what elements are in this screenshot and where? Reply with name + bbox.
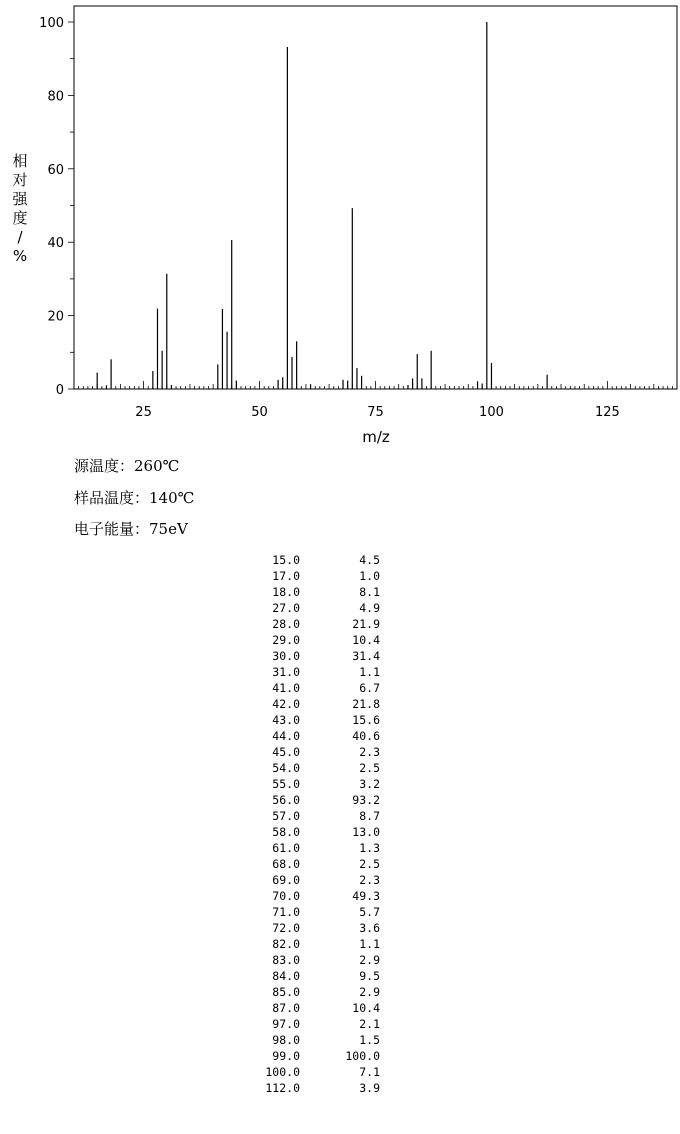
peak-mz-value: 29.0 [272,633,300,647]
peak-intensity-value: 10.4 [352,1001,380,1015]
peak-row [250,904,380,920]
peak-mz-value: 43.0 [272,713,300,727]
peak-mz-value: 56.0 [272,793,300,807]
peak-row [250,856,380,872]
x-axis-label: m/z [362,428,390,446]
x-tick-label: 125 [595,405,620,420]
x-tick-label: 25 [135,405,152,420]
peak-row [250,760,380,776]
peak-mz-value: 72.0 [272,921,300,935]
peak-row [250,888,380,904]
y-axis-label-char: / [17,228,23,246]
peak-intensity-value: 1.0 [359,569,380,583]
peak-intensity-value: 1.1 [359,937,380,951]
x-tick-label: 50 [251,405,268,420]
y-axis-label-char: 度 [12,209,28,227]
x-tick-label: 75 [367,405,384,420]
peak-intensity-value: 21.9 [352,617,380,631]
peak-mz-value: 83.0 [272,953,300,967]
peak-mz-value: 41.0 [272,681,300,695]
chart-peaks [97,22,547,389]
peak-mz-value: 112.0 [265,1081,300,1095]
peak-mz-value: 55.0 [272,777,300,791]
peak-row [250,872,380,888]
peak-table [250,552,380,1096]
peak-row [250,840,380,856]
peak-mz-value: 98.0 [272,1033,300,1047]
peak-row [250,1064,380,1080]
peak-mz-value: 27.0 [272,601,300,615]
peak-row [250,632,380,648]
peak-mz-value: 97.0 [272,1017,300,1031]
peak-row [250,984,380,1000]
peak-row [250,552,380,568]
peak-row [250,1048,380,1064]
peak-intensity-value: 2.9 [359,953,380,967]
y-tick-label: 80 [47,89,64,105]
peak-row [250,744,380,760]
peak-intensity-value: 5.7 [359,905,380,919]
peak-intensity-value: 3.9 [359,1081,380,1095]
peak-intensity-value: 93.2 [352,793,380,807]
peak-intensity-value: 2.3 [359,873,380,887]
peak-row [250,680,380,696]
chart-ticks [39,16,677,420]
peak-intensity-value: 100.0 [345,1049,380,1063]
peak-row [250,1080,380,1096]
peak-intensity-value: 2.5 [359,761,380,775]
peak-row [250,568,380,584]
y-axis-label-char: 强 [12,190,28,208]
peak-intensity-value: 1.1 [359,665,380,679]
plot-frame [74,6,677,389]
y-tick-label: 20 [47,309,64,325]
peak-mz-value: 15.0 [272,553,300,567]
peak-mz-value: 54.0 [272,761,300,775]
peak-mz-value: 42.0 [272,697,300,711]
peak-mz-value: 84.0 [272,969,300,983]
peak-intensity-value: 2.1 [359,1017,380,1031]
y-axis-label [12,152,28,265]
peak-intensity-value: 2.9 [359,985,380,999]
peak-mz-value: 31.0 [272,665,300,679]
peak-intensity-value: 15.6 [352,713,380,727]
peak-mz-value: 99.0 [272,1049,300,1063]
peak-row [250,824,380,840]
chart-axes [74,6,677,389]
peak-intensity-value: 49.3 [352,889,380,903]
peak-mz-value: 30.0 [272,649,300,663]
measurement-conditions [74,454,194,549]
peak-row [250,648,380,664]
peak-mz-value: 69.0 [272,873,300,887]
peak-intensity-value: 2.3 [359,745,380,759]
y-tick-label: 0 [55,383,64,398]
peak-mz-value: 58.0 [272,825,300,839]
peak-mz-value: 61.0 [272,841,300,855]
peak-intensity-value: 8.7 [359,809,380,823]
peak-row [250,584,380,600]
peak-row [250,920,380,936]
peak-mz-value: 85.0 [272,985,300,999]
peak-intensity-value: 4.5 [359,553,380,567]
peak-mz-value: 57.0 [272,809,300,823]
y-tick-label: 60 [47,162,64,178]
peak-row [250,1000,380,1016]
source-temperature: 源温度：260℃ [74,457,180,475]
peak-intensity-value: 1.5 [359,1033,380,1047]
peak-mz-value: 45.0 [272,745,300,759]
y-tick-label: 40 [47,236,64,252]
peak-intensity-value: 9.5 [359,969,380,983]
peak-mz-value: 28.0 [272,617,300,631]
peak-mz-value: 70.0 [272,889,300,903]
peak-row [250,600,380,616]
peak-row [250,712,380,728]
peak-intensity-value: 13.0 [352,825,380,839]
mass-spectrum-chart [0,0,680,450]
peak-mz-value: 17.0 [272,569,300,583]
peak-row [250,776,380,792]
y-tick-label: 100 [39,16,64,31]
peak-intensity-value: 6.7 [359,681,380,695]
peak-row [250,792,380,808]
peak-row [250,616,380,632]
peak-mz-value: 44.0 [272,729,300,743]
peak-mz-value: 82.0 [272,937,300,951]
y-axis-label-char: % [12,247,28,265]
peak-intensity-value: 10.4 [352,633,380,647]
peak-row [250,696,380,712]
peak-mz-value: 71.0 [272,905,300,919]
peak-mz-value: 100.0 [265,1065,300,1079]
y-axis-label-char: 对 [12,171,28,189]
peak-intensity-value: 7.1 [359,1065,380,1079]
peak-row [250,1032,380,1048]
peak-row [250,968,380,984]
peak-intensity-value: 3.6 [359,921,380,935]
peak-intensity-value: 8.1 [359,585,380,599]
peak-intensity-value: 2.5 [359,857,380,871]
peak-intensity-value: 21.8 [352,697,380,711]
peak-intensity-value: 31.4 [352,649,380,663]
electron-energy: 电子能量：75eV [74,520,188,538]
sample-temperature: 样品温度：140℃ [74,488,195,507]
peak-row [250,728,380,744]
peak-mz-value: 18.0 [272,585,300,599]
peak-row [250,664,380,680]
peak-row [250,936,380,952]
peak-intensity-value: 4.9 [359,601,380,615]
x-tick-label: 100 [479,405,504,420]
peak-intensity-value: 1.3 [359,841,380,855]
peak-row [250,952,380,968]
peak-mz-value: 87.0 [272,1001,300,1015]
peak-mz-value: 68.0 [272,857,300,871]
peak-intensity-value: 40.6 [352,729,380,743]
y-axis-label-char: 相 [12,152,28,170]
peak-intensity-value: 3.2 [359,777,380,791]
peak-row [250,808,380,824]
peak-row [250,1016,380,1032]
